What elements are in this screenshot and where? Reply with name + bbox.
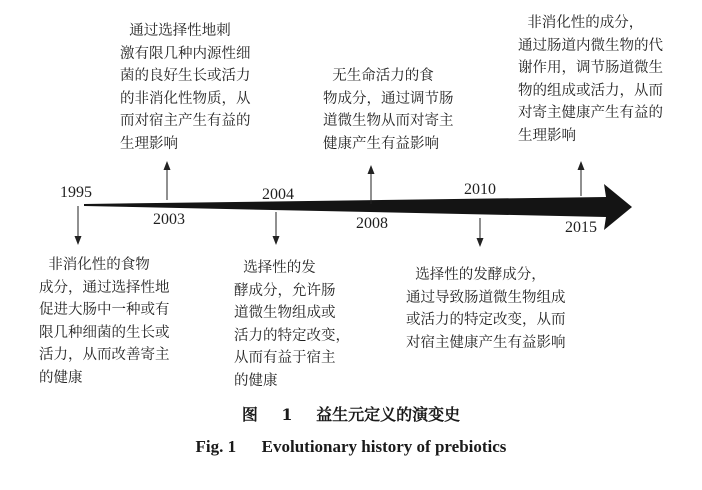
year-label-1995: 1995	[60, 184, 92, 201]
year-label-2010: 2010	[464, 181, 496, 198]
definition-2008: 无生命活力的食 物成分，通过调节肠 道微生物从而对寄主 健康产生有益影响	[323, 68, 454, 152]
arrowhead-2015	[578, 161, 585, 170]
caption-chinese: 图 1 益生元定义的演变史	[241, 405, 461, 424]
definition-1995: 非消化性的食物 成分，通过选择性地 促进大肠中一种或有 限几种细菌的生长或 活力，从而改善寄主 的健康	[39, 257, 170, 386]
arrowhead-2003	[164, 161, 171, 170]
definition-2003: 通过选择性地刺 激有限几种内源性细 菌的良好生长或活力 的非消化性物质，从 而对宿主产生有益的 生理影响	[120, 23, 251, 152]
year-label-2003: 2003	[153, 211, 185, 228]
year-label-2008: 2008	[356, 215, 388, 232]
definition-2010: 选择性的发酵成分， 通过导致肠道微生物组成 或活力的特定改变，从而 对宿主健康产生有益影响	[406, 267, 566, 351]
arrowhead-2008	[368, 165, 375, 174]
year-label-2015: 2015	[565, 219, 597, 236]
arrowhead-1995	[75, 236, 82, 245]
definition-2004: 选择性的发 酵成分，允许肠 道微生物组成或 活力的特定改变， 从而有益于宿主 的健康	[234, 260, 350, 389]
arrowhead-2010	[477, 238, 484, 247]
caption-english: Fig. 1 Evolutionary history of prebiotics	[195, 437, 507, 456]
definition-2015: 非消化性的成分， 通过肠道内微生物的代 谢作用，调节肠道微生 物的组成或活力，从而 对寄主健康产生有益的 生理影响	[518, 15, 663, 144]
arrowhead-2004	[273, 236, 280, 245]
year-label-2004: 2004	[262, 186, 294, 203]
